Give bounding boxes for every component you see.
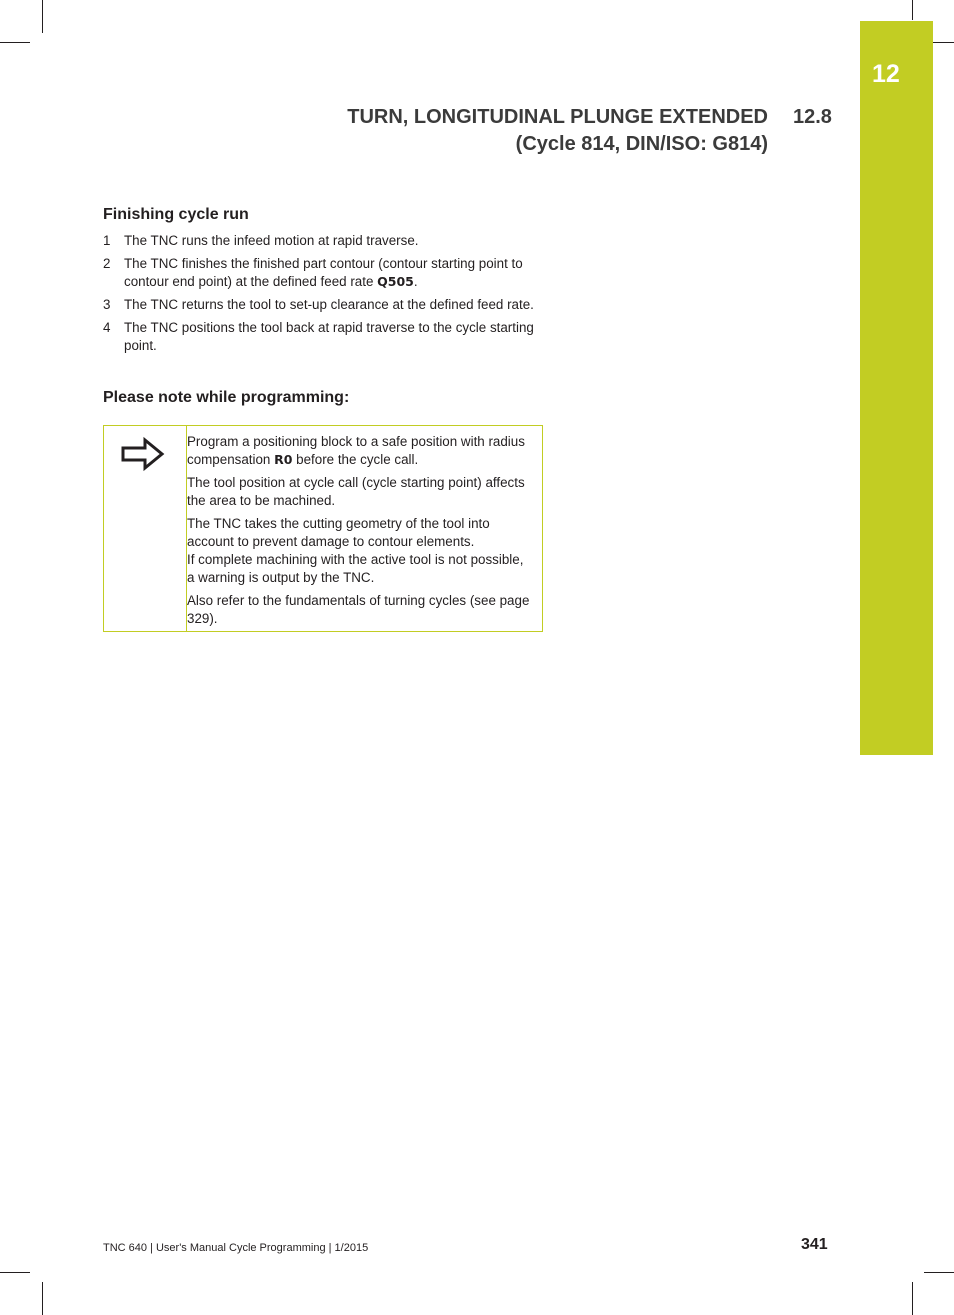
crop-mark	[0, 1272, 30, 1273]
crop-mark	[42, 0, 43, 33]
radius-code: R0	[274, 452, 293, 467]
crop-mark	[0, 42, 30, 43]
crop-mark	[42, 1282, 43, 1315]
step-text: The TNC finishes the finished part contour (contour starting point to contour end point) at the defined feed rate	[124, 256, 523, 289]
note-paragraph: The tool position at cycle call (cycle starting point) affects the area to be machined.	[187, 475, 525, 508]
note-paragraph	[187, 433, 532, 469]
step-text: The TNC positions the tool back at rapid traverse to the cycle starting point.	[124, 320, 534, 353]
chapter-number: 12	[872, 60, 900, 88]
step-number: 2	[103, 256, 111, 271]
crop-mark	[924, 1272, 954, 1273]
section-title-line2: (Cycle 814, DIN/ISO: G814)	[515, 133, 768, 155]
note-body	[187, 433, 532, 633]
note-text-end: before the cycle call.	[292, 452, 419, 467]
step-item	[103, 296, 543, 314]
step-item	[103, 319, 543, 355]
step-text-end: .	[413, 274, 418, 289]
section-number: 12.8	[793, 106, 832, 128]
crop-mark	[912, 0, 913, 20]
step-text: The TNC returns the tool to set-up clearance at the defined feed rate.	[124, 297, 534, 312]
note-paragraph: Also refer to the fundamentals of turning cycles (see page 329).	[187, 593, 530, 626]
step-number: 3	[103, 297, 111, 312]
footer-text: TNC 640 | User's Manual Cycle Programming | 1/2015	[103, 1242, 369, 1254]
programming-heading: Please note while programming:	[103, 389, 350, 406]
parameter-code: Q505	[377, 274, 414, 289]
step-number: 1	[103, 233, 111, 248]
step-item	[103, 232, 543, 250]
page-number: 341	[801, 1236, 828, 1253]
arrow-right-icon	[120, 436, 166, 472]
step-item	[103, 255, 543, 291]
step-text: The TNC runs the infeed motion at rapid traverse.	[124, 233, 419, 248]
note-text: Program a positioning block to a safe position with radius compensation	[187, 434, 525, 467]
note-text: If complete machining with the active tool is not possible, a warning is output by the TNC.	[187, 552, 524, 585]
step-number: 4	[103, 320, 111, 335]
note-paragraph	[187, 515, 532, 587]
section-title-line1: TURN, LONGITUDINAL PLUNGE EXTENDED	[347, 106, 768, 128]
crop-mark	[912, 1282, 913, 1315]
chapter-tab	[860, 21, 933, 755]
finishing-heading: Finishing cycle run	[103, 206, 249, 223]
finishing-steps	[103, 232, 543, 360]
section-title	[347, 104, 768, 158]
programming-note-box	[103, 425, 543, 632]
note-text: The TNC takes the cutting geometry of the tool into account to prevent damage to contour elements.	[187, 516, 490, 549]
